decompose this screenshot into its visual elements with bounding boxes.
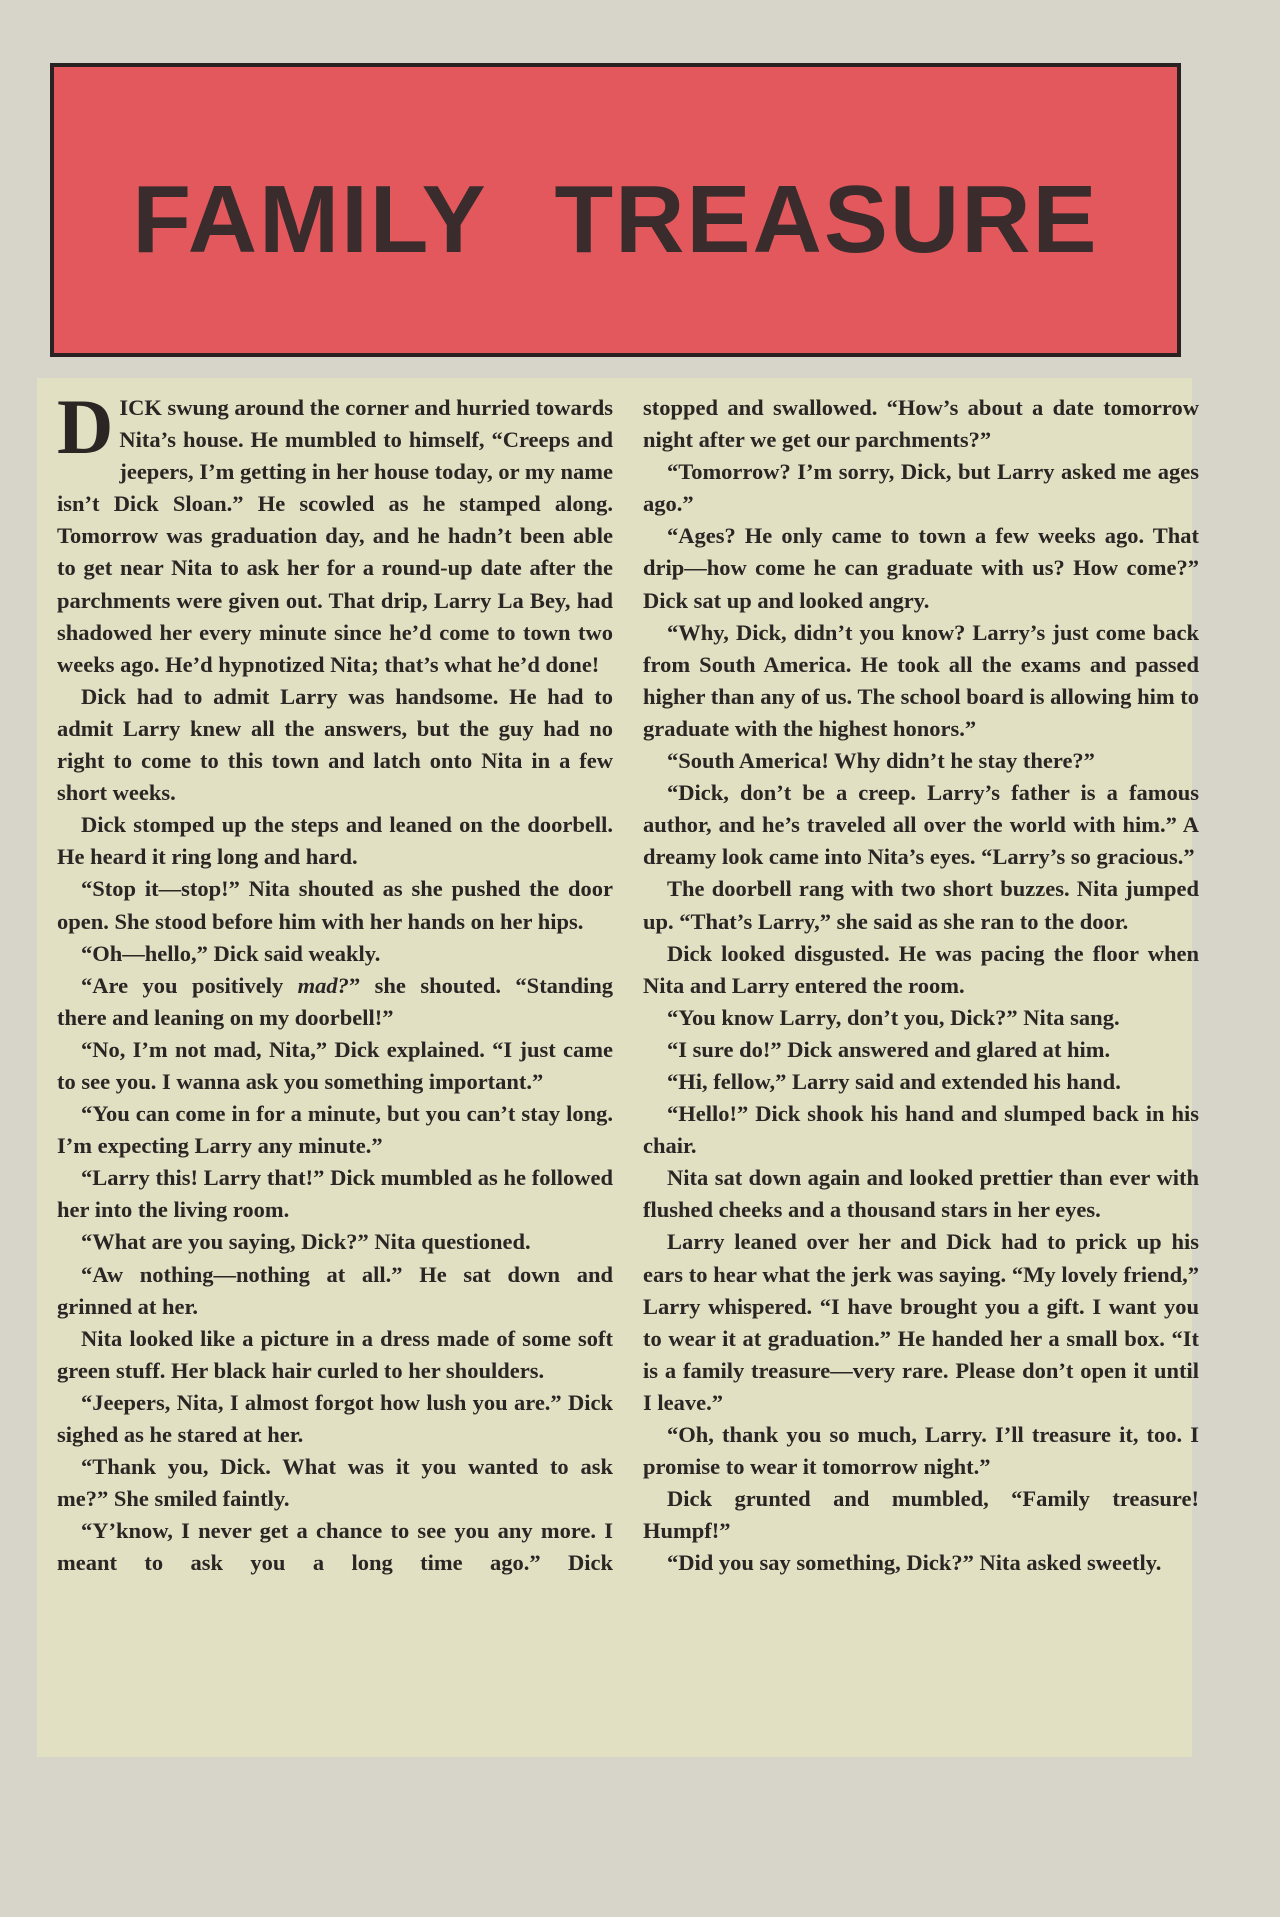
paragraph: “Oh—hello,” Dick said weakly. xyxy=(81,940,381,966)
paragraph: Dick looked disgusted. He was pacing the floor when Nita and Larry entered the room. xyxy=(643,940,1199,998)
paragraph: “Oh, thank you so much, Larry. I’ll treasure it, too. I promise to wear it tomorrow night.” xyxy=(643,1422,1199,1480)
right-column xyxy=(643,392,1199,1579)
paragraph xyxy=(57,383,613,681)
paragraph: “No, I’m not mad, Nita,” Dick explained. “I just came to see you. I wanna ask you something important.” xyxy=(57,1036,613,1094)
paragraph: “I sure do!” Dick answered and glared at him. xyxy=(667,1036,1111,1062)
paragraph: Dick had to admit Larry was handsome. He had to admit Larry knew all the answers, but the guy had no right to come to this town and latch onto Nita in a few short weeks. xyxy=(57,683,613,806)
paragraph: “Thank you, Dick. What was it you wanted to ask me?” She smiled faintly. xyxy=(57,1454,613,1512)
paragraph: “Hello!” Dick shook his hand and slumped back in his chair. xyxy=(643,1101,1199,1159)
paragraph: “Ages? He only came to town a few weeks ago. That drip—how come he can graduate with us? How come?” Dick sat up and looked angry. xyxy=(643,523,1199,613)
paragraph: Nita looked like a picture in a dress made of some soft green stuff. Her black hair curled to her shoulders. xyxy=(57,1325,613,1383)
paragraph: “Stop it—stop!” Nita shouted as she pushed the door open. She stood before him with her hands on her hips. xyxy=(57,876,613,934)
left-column xyxy=(57,383,613,1579)
paragraph: “You can come in for a minute, but you can’t stay long. I’m expecting Larry any minute.” xyxy=(57,1101,613,1159)
paragraph: Nita sat down again and looked prettier than ever with flushed cheeks and a thousand stars in her eyes. xyxy=(643,1165,1199,1223)
paragraph: “Hi, fellow,” Larry said and extended his hand. xyxy=(667,1068,1121,1094)
title-banner xyxy=(50,63,1181,357)
paragraph: “Tomorrow? I’m sorry, Dick, but Larry asked me ages ago.” xyxy=(643,459,1199,517)
paragraph: “Aw nothing—nothing at all.” He sat down and grinned at her. xyxy=(57,1261,613,1319)
paragraph: “Larry this! Larry that!” Dick mumbled as he followed her into the living room. xyxy=(57,1165,613,1223)
paragraph: stopped and swallowed. “How’s about a date tomorrow night after we get our parchments?” xyxy=(643,395,1199,453)
first-paragraph-text: ICK swung around the corner and hurried towards Nita’s house. He mumbled to himself, “Creeps and jeepers, I’m getting in her house today, or my name isn’t Dick Sloan.” He scowled as he stamped along. Tomorrow was graduation day, and he hadn’t been able to get near Nita to ask her for a round-up date after the parchments were given out. That drip, Larry La Bey, had shadowed her every minute since he’d come to town two weeks ago. He’d hypnotized Nita; that’s what he’d done! xyxy=(57,395,613,677)
paragraph: “Dick, don’t be a creep. Larry’s father is a famous author, and he’s traveled all over the world with him.” A dreamy look came into Nita’s eyes. “Larry’s so gracious.” xyxy=(643,780,1199,870)
story-title: FAMILY TREASURE xyxy=(132,166,1099,273)
emphasis: mad? xyxy=(297,972,349,998)
paragraph: “Jeepers, Nita, I almost forgot how lush you are.” Dick sighed as he stared at her. xyxy=(57,1389,613,1447)
paragraph: “South America! Why didn’t he stay there?” xyxy=(667,748,1095,774)
paragraph: “Why, Dick, didn’t you know? Larry’s just come back from South America. He took all the exams and passed higher than any of us. The school board is allowing him to graduate with the highest honors.” xyxy=(643,619,1199,741)
drop-cap: D xyxy=(57,383,114,470)
paragraph: “Y’know, I never get a chance to see you any more. I meant to ask you a long time ago.” Dick xyxy=(57,1518,613,1576)
paragraph: “Did you say something, Dick?” Nita asked sweetly. xyxy=(667,1550,1162,1576)
paragraph: “You know Larry, don’t you, Dick?” Nita sang. xyxy=(667,1004,1120,1030)
paragraph: “Are you positively mad?” she shouted. “Standing there and leaning on my doorbell!” xyxy=(57,972,613,1030)
paragraph: Dick stomped up the steps and leaned on the doorbell. He heard it ring long and hard. xyxy=(57,812,613,870)
paragraph: Dick grunted and mumbled, “Family treasure! Humpf!” xyxy=(643,1486,1199,1544)
paragraph: “What are you saying, Dick?” Nita questioned. xyxy=(81,1229,531,1255)
paragraph: The doorbell rang with two short buzzes. Nita jumped up. “That’s Larry,” she said as she ran to the door. xyxy=(643,876,1199,934)
paragraph: Larry leaned over her and Dick had to prick up his ears to hear what the jerk was saying. “My lovely friend,” Larry whispered. “I have brought you a gift. I want you to wear it at graduation.” He handed her a small box. “It is a family treasure—very rare. Please don’t open it until I leave.” xyxy=(643,1229,1199,1415)
